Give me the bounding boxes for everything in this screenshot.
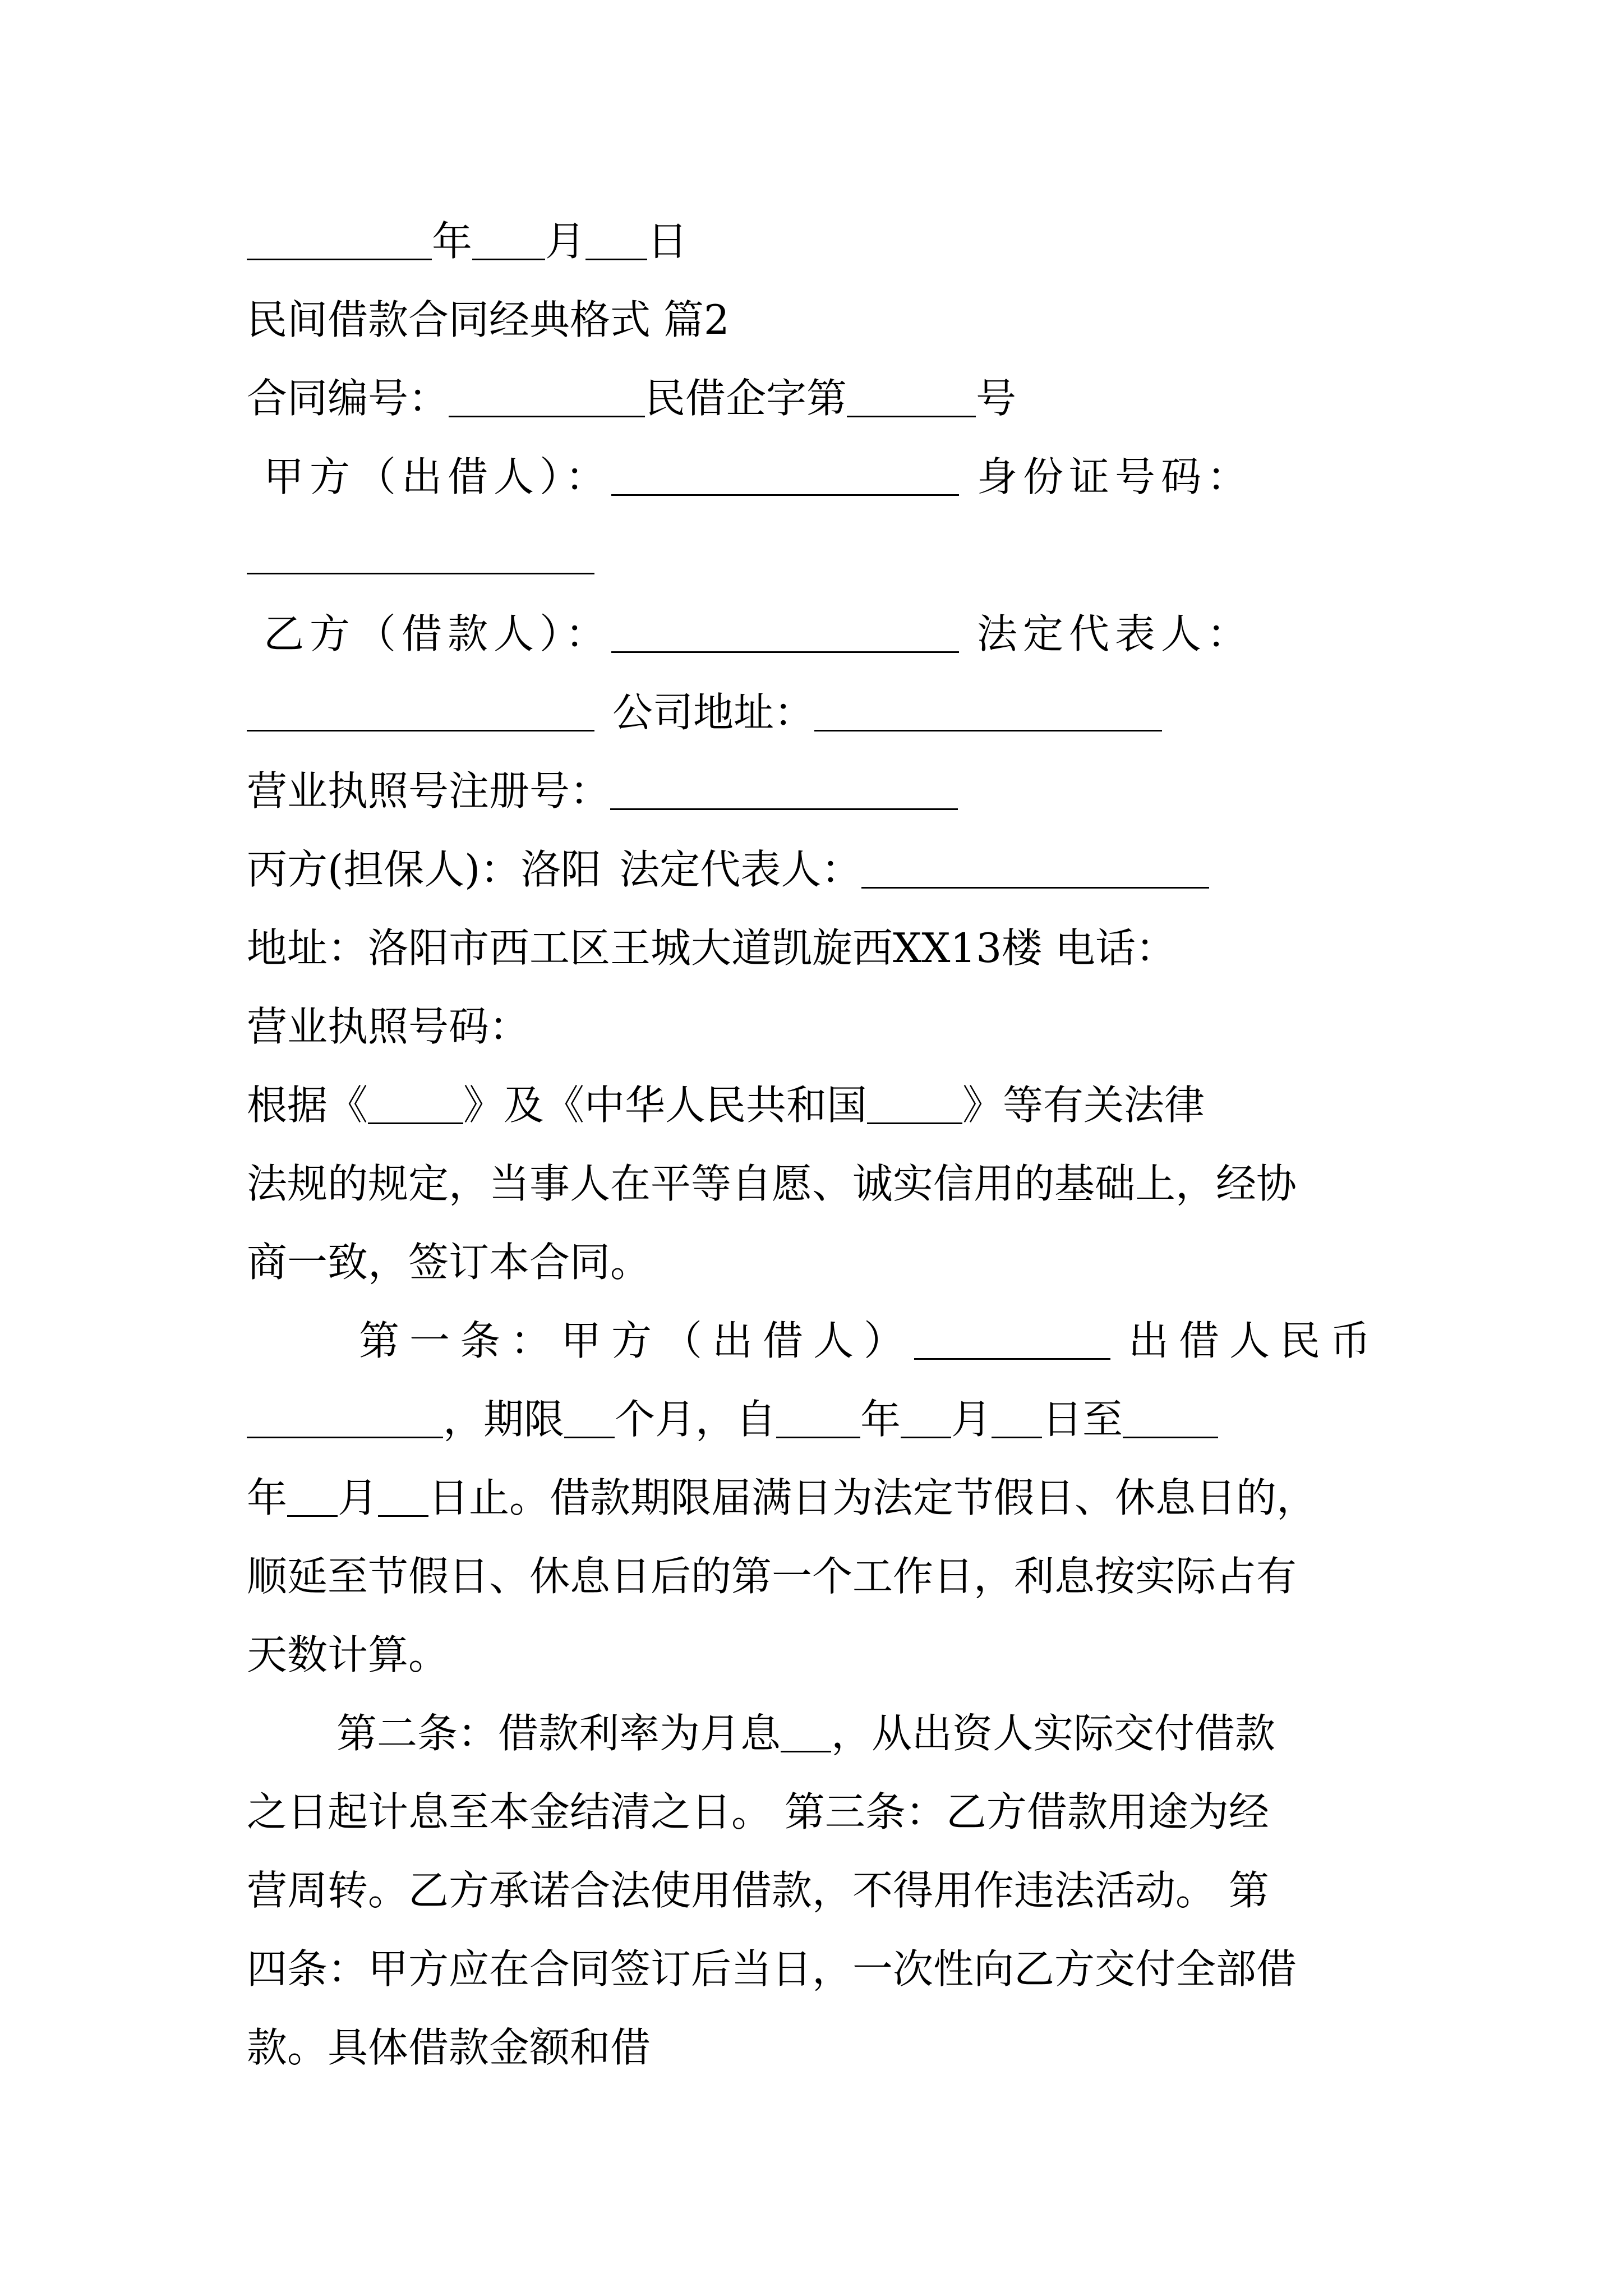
intro-part-3: 》等有关法律 xyxy=(962,1082,1205,1129)
to-day-blank xyxy=(378,1479,428,1517)
party-c-rep-label: 法定代表人： xyxy=(619,846,862,893)
article2-line-5: 款。具体借款金额和借 xyxy=(247,2024,651,2071)
from-year-blank xyxy=(776,1400,860,1438)
day-blank xyxy=(585,222,647,260)
party-a-line xyxy=(264,449,1385,505)
party-a-id-line xyxy=(247,527,1385,583)
contract-number-suffix: 号 xyxy=(976,375,1017,422)
contract-number-label: 合同编号： xyxy=(247,375,449,422)
to-year-blank xyxy=(1123,1400,1218,1438)
month-blank xyxy=(472,222,545,260)
article1-line-5: 天数计算。 xyxy=(247,1631,449,1678)
license-reg-blank xyxy=(610,772,958,810)
article2-text-b: ，从出资人实际交付借款 xyxy=(831,1710,1276,1757)
intro-line-1 xyxy=(247,1077,1385,1133)
license-no-line: 营业执照号码： xyxy=(247,1003,530,1050)
intro-part-2: 》及《中华人民共和国 xyxy=(463,1082,868,1129)
to-label: 日至 xyxy=(1042,1396,1123,1443)
license-reg-label: 营业执照号注册号： xyxy=(247,767,611,815)
amount-blank xyxy=(247,1400,443,1438)
day-label: 日 xyxy=(647,218,688,265)
from-month-label: 月 xyxy=(951,1396,992,1443)
section-title: 民间借款合同经典格式 篇2 xyxy=(247,296,730,343)
date-line xyxy=(247,213,1385,269)
from-month-blank xyxy=(901,1400,951,1438)
article1-line-2 xyxy=(247,1391,1385,1447)
to-year-label: 年 xyxy=(247,1474,288,1521)
article1-text-b: 出借人民币 xyxy=(1128,1317,1381,1364)
law-name-blank-2 xyxy=(867,1086,962,1124)
intro-line-2: 法规的规定，当事人在平等自愿、诚实信用的基础上，经协 xyxy=(247,1160,1297,1207)
intro-line-3: 商一致，签订本合同。 xyxy=(247,1239,651,1286)
lender-blank xyxy=(914,1322,1110,1360)
article2-line-4: 四条：甲方应在合同签订后当日，一次性向乙方交付全部借 xyxy=(247,1945,1297,1993)
article1-text-a: 第一条：甲方（出借人） xyxy=(359,1317,915,1364)
contract-number-middle: 民借企字第 xyxy=(645,375,847,422)
contract-sequence-blank xyxy=(847,379,976,417)
contract-number-blank xyxy=(449,379,645,417)
article2-line-1 xyxy=(336,1705,1385,1761)
article1-line-1 xyxy=(359,1313,1385,1369)
article1-line-4: 顺延至节假日、休息日后的第一个工作日，利息按实际占有 xyxy=(247,1553,1297,1600)
party-b-rep-blank xyxy=(247,693,594,731)
article2-text-a: 第二条：借款利率为月息 xyxy=(336,1710,781,1757)
intro-part-1: 根据《 xyxy=(247,1082,368,1129)
party-b-address-label: 公司地址： xyxy=(612,689,815,736)
from-year-label: 年 xyxy=(860,1396,901,1443)
party-c-label: 丙方(担保人)：洛阳 xyxy=(247,846,602,893)
month-label: 月 xyxy=(545,218,586,265)
party-a-id-blank xyxy=(247,536,594,574)
party-a-label: 甲方（出借人）： xyxy=(264,453,612,500)
party-b-blank xyxy=(611,615,959,653)
party-c-rep-blank xyxy=(861,850,1209,889)
year-blank xyxy=(247,222,432,260)
party-a-id-label: 身份证号码： xyxy=(977,453,1253,500)
article2-line-2: 之日起计息至本金结清之日。 第三条：乙方借款用途为经 xyxy=(247,1788,1269,1835)
article1-text-c: 日止。借款期限届满日为法定节假日、休息日的， xyxy=(428,1474,1317,1521)
license-reg-line xyxy=(247,763,1385,819)
party-b-address-blank xyxy=(814,693,1162,731)
law-name-blank-1 xyxy=(368,1086,463,1124)
party-b-line xyxy=(264,606,1385,662)
party-b-label: 乙方（借款人）： xyxy=(264,610,612,657)
party-a-blank xyxy=(611,458,959,496)
year-label: 年 xyxy=(432,218,473,265)
to-month-blank xyxy=(287,1479,338,1517)
interest-rate-blank xyxy=(781,1714,831,1752)
contract-number-line xyxy=(247,370,1385,426)
article2-line-3: 营周转。乙方承诺合法使用借款，不得用作违法活动。 第 xyxy=(247,1867,1269,1914)
from-label: 个月，自 xyxy=(615,1396,777,1443)
party-c-line xyxy=(247,841,1385,898)
address-line: 地址：洛阳市西工区王城大道凯旋西XX13楼 电话： xyxy=(247,924,1177,972)
term-label: ，期限 xyxy=(443,1396,565,1443)
to-month-label: 月 xyxy=(338,1474,379,1521)
party-b-address-line xyxy=(247,684,1385,740)
party-b-rep-label: 法定代表人： xyxy=(977,610,1253,657)
article1-line-3 xyxy=(247,1470,1385,1526)
from-day-blank xyxy=(992,1400,1042,1438)
term-blank xyxy=(564,1400,615,1438)
